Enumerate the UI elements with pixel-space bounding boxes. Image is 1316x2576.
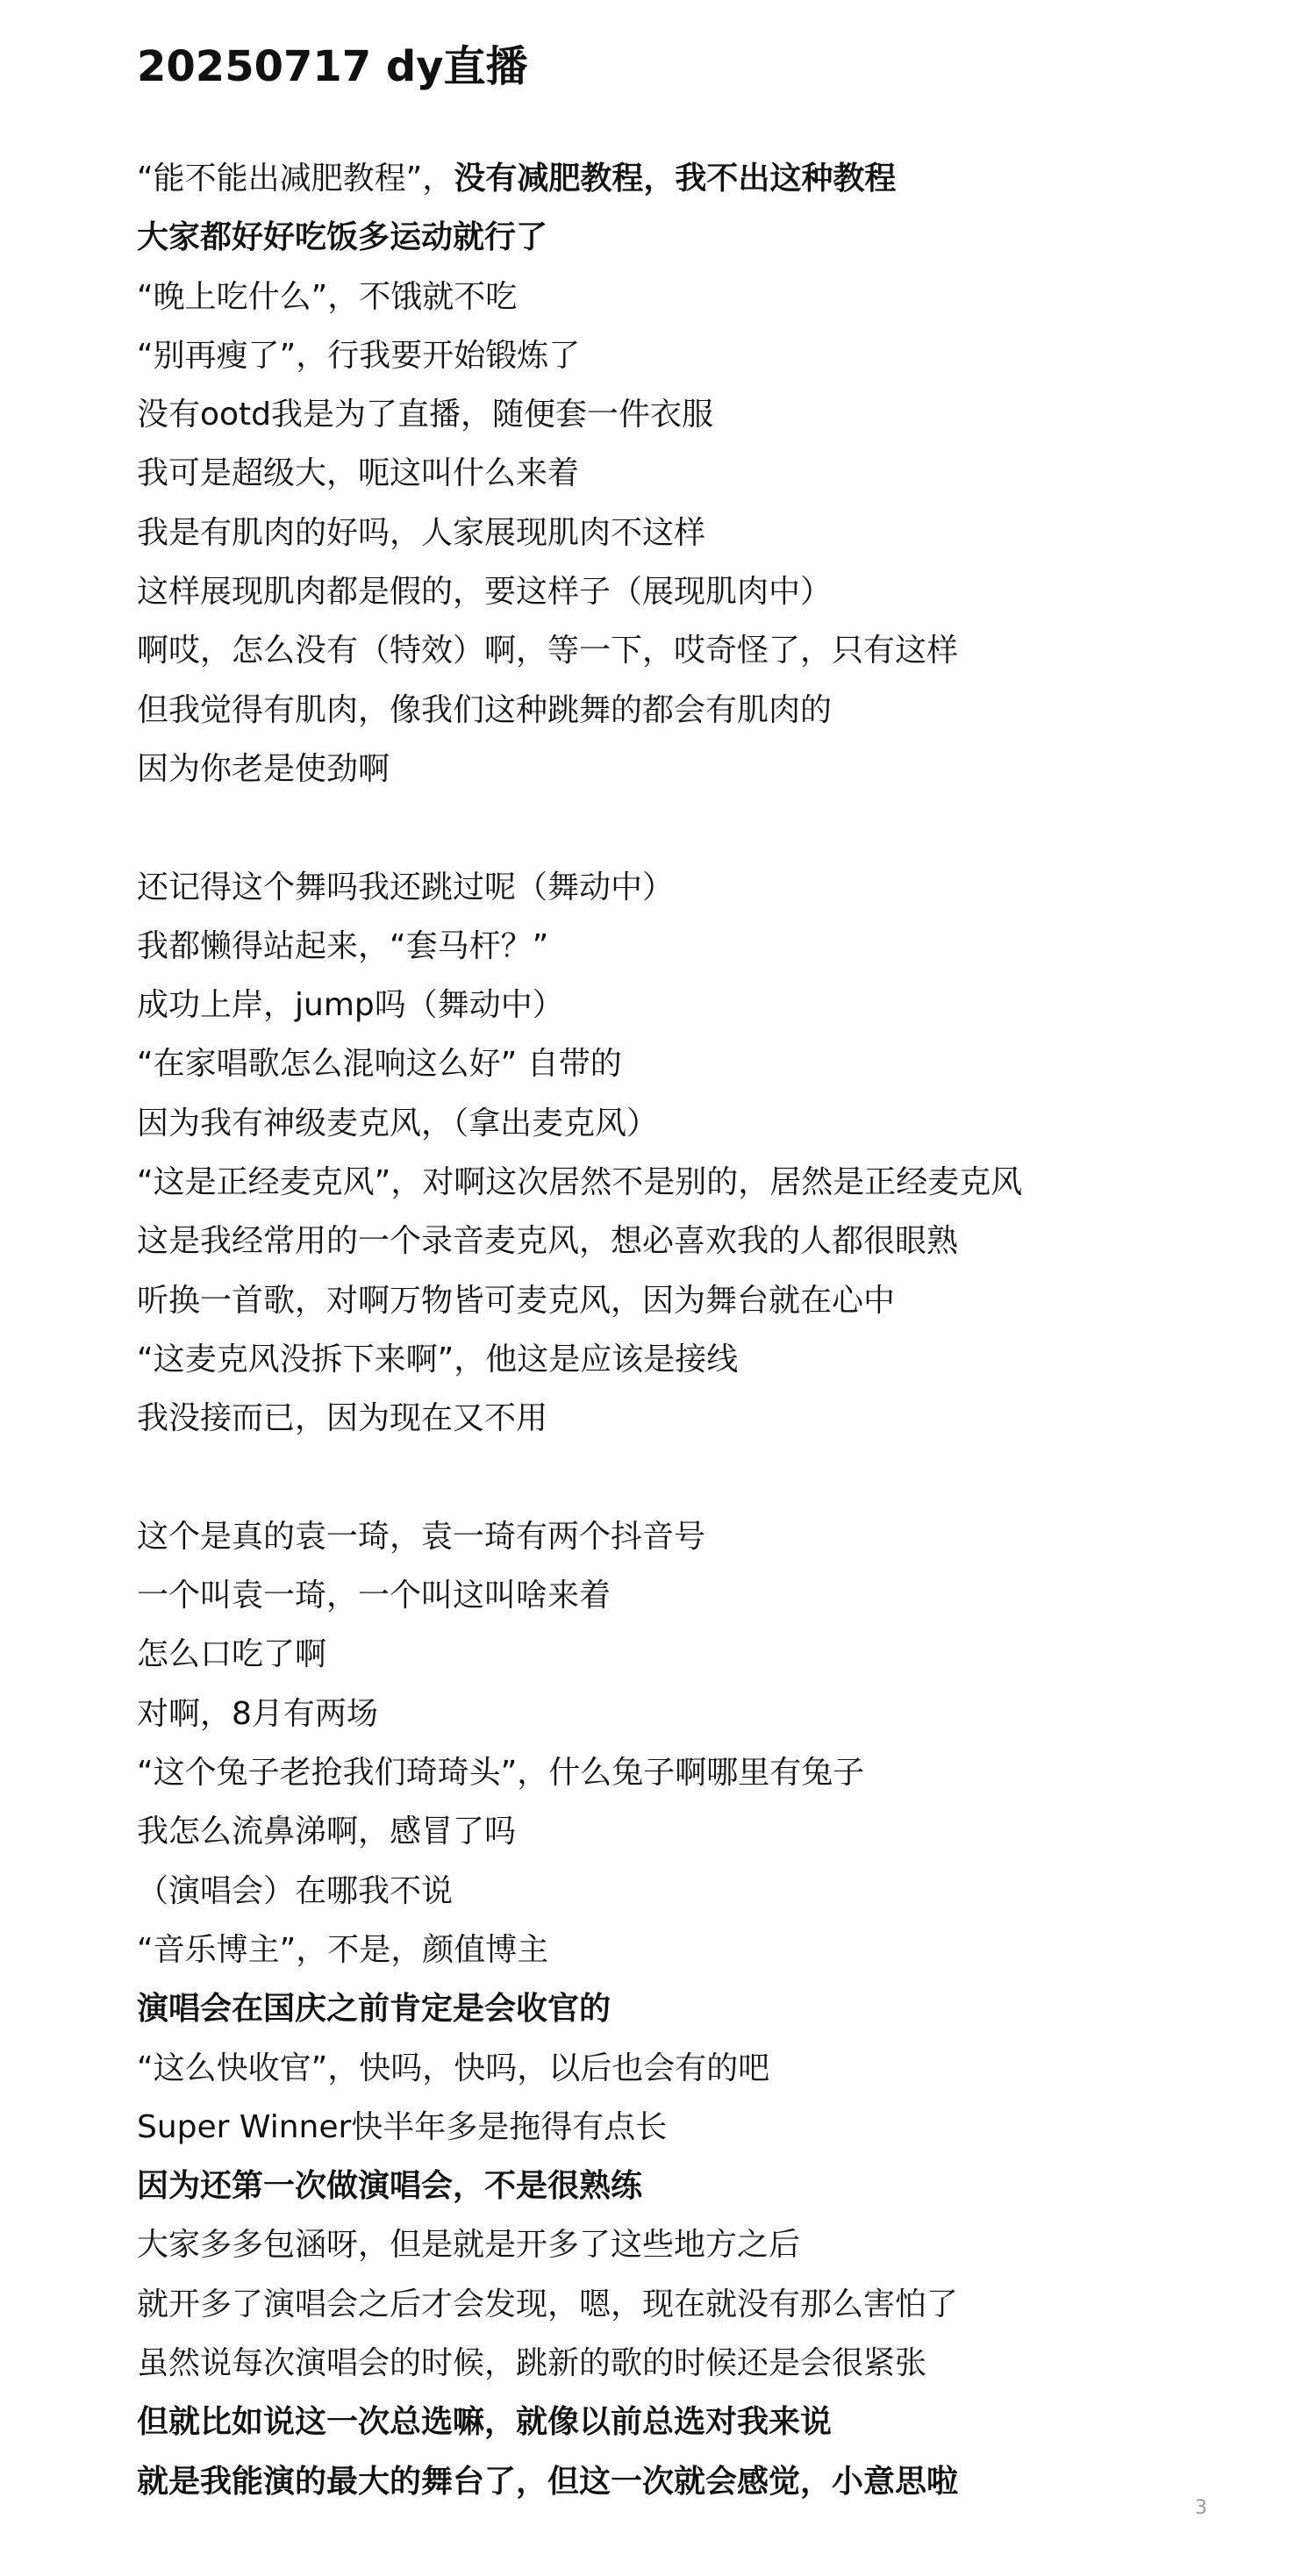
transcript-line bbox=[137, 1094, 1277, 1153]
line-text: 我怎么流鼻涕啊，感冒了吗 bbox=[137, 1814, 517, 1850]
transcript-line bbox=[137, 976, 1277, 1034]
transcript-line bbox=[137, 917, 1277, 976]
transcript-line bbox=[137, 326, 1277, 385]
line-text: 啊哎，怎么没有（特效）啊，等一下，哎奇怪了，只有这样 bbox=[137, 633, 959, 669]
line-text: “这么快收官”，快吗，快吗，以后也会有的吧 bbox=[137, 2050, 770, 2086]
line-text: Super Winner快半年多是拖得有点长 bbox=[137, 2108, 668, 2145]
transcript-line bbox=[137, 562, 1277, 621]
transcript-line bbox=[137, 1625, 1277, 1684]
transcript-line bbox=[137, 444, 1277, 503]
transcript-line bbox=[137, 2452, 1277, 2511]
transcript-line bbox=[137, 2157, 1277, 2215]
line-text: 怎么口吃了啊 bbox=[137, 1636, 327, 1673]
transcript-line bbox=[137, 1507, 1277, 1566]
line-text: 成功上岸，jump吗（舞动中） bbox=[137, 987, 564, 1024]
line-text: “这麦克风没拆下来啊”，他这是应该是接线 bbox=[137, 1341, 739, 1377]
transcript-line bbox=[137, 385, 1277, 444]
line-text: “这个兔子老抢我们琦琦头”，什么兔子啊哪里有兔子 bbox=[137, 1755, 865, 1792]
line-bold-text: 演唱会在国庆之前肯定是会收官的 bbox=[137, 1991, 612, 2028]
line-text: 一个叫袁一琦，一个叫这叫啥来着 bbox=[137, 1578, 612, 1614]
line-text: “晚上吃什么”，不饿就不吃 bbox=[137, 278, 518, 315]
transcript-line bbox=[137, 1034, 1277, 1093]
line-text: 这是我经常用的一个录音麦克风，想必喜欢我的人都很眼熟 bbox=[137, 1223, 959, 1260]
transcript-line bbox=[137, 1330, 1277, 1389]
document-title: 20250717 dy直播 bbox=[137, 42, 528, 91]
transcript-line bbox=[137, 1743, 1277, 1802]
transcript-body bbox=[137, 149, 1277, 2511]
transcript-line bbox=[137, 268, 1277, 326]
line-bold-text: 就是我能演的最大的舞台了，但这一次就会感觉，小意思啦 bbox=[137, 2463, 959, 2500]
line-text: 就开多了演唱会之后才会发现，嗯，现在就没有那么害怕了 bbox=[137, 2286, 959, 2322]
line-text: 这样展现肌肉都是假的，要这样子（展现肌肉中） bbox=[137, 574, 833, 611]
paragraph-gap bbox=[137, 1449, 1277, 1507]
line-text: “别再瘦了”，行我要开始锻炼了 bbox=[137, 337, 581, 374]
line-text: 因为我有神级麦克风，（拿出麦克风） bbox=[137, 1105, 659, 1141]
line-bold-text: 但就比如说这一次总选嘛，就像以前总选对我来说 bbox=[137, 2404, 833, 2441]
line-text: （演唱会）在哪我不说 bbox=[137, 1872, 454, 1909]
line-text: “在家唱歌怎么混响这么好” 自带的 bbox=[137, 1046, 622, 1083]
transcript-line bbox=[137, 1389, 1277, 1448]
transcript-line bbox=[137, 1862, 1277, 1921]
page-number: 3 bbox=[1195, 2497, 1207, 2519]
transcript-line bbox=[137, 2393, 1277, 2451]
transcript-line bbox=[137, 1921, 1277, 1979]
paragraph-gap bbox=[137, 798, 1277, 857]
line-text: 但我觉得有肌肉，像我们这种跳舞的都会有肌肉的 bbox=[137, 691, 833, 728]
line-text: 还记得这个舞吗我还跳过呢（舞动中） bbox=[137, 869, 675, 905]
line-text: 因为你老是使劲啊 bbox=[137, 750, 390, 787]
line-text: 没有ootd我是为了直播，随便套一件衣服 bbox=[137, 397, 714, 433]
transcript-line bbox=[137, 2334, 1277, 2393]
line-text: 听换一首歌，对啊万物皆可麦克风，因为舞台就在心中 bbox=[137, 1282, 896, 1319]
line-bold-text: 大家都好好吃饭多运动就行了 bbox=[137, 219, 548, 256]
transcript-line bbox=[137, 740, 1277, 798]
line-text: “能不能出减肥教程”， bbox=[137, 161, 454, 197]
transcript-line bbox=[137, 1979, 1277, 2038]
transcript-line bbox=[137, 1271, 1277, 1330]
transcript-line bbox=[137, 1685, 1277, 1743]
transcript-line bbox=[137, 681, 1277, 740]
transcript-line bbox=[137, 2098, 1277, 2157]
transcript-line bbox=[137, 1802, 1277, 1861]
transcript-line bbox=[137, 504, 1277, 562]
line-text: 虽然说每次演唱会的时候，跳新的歌的时候还是会很紧张 bbox=[137, 2344, 927, 2381]
line-text: 我没接而已，因为现在又不用 bbox=[137, 1400, 548, 1437]
transcript-line bbox=[137, 149, 1277, 208]
transcript-line bbox=[137, 858, 1277, 917]
line-bold-text: 没有减肥教程，我不出这种教程 bbox=[454, 161, 897, 197]
line-text: 我都懒得站起来，“套马杆？” bbox=[137, 927, 549, 964]
transcript-line bbox=[137, 1212, 1277, 1270]
line-text: 大家多多包涵呀，但是就是开多了这些地方之后 bbox=[137, 2227, 801, 2264]
line-text: “音乐博主”，不是，颜值博主 bbox=[137, 1931, 549, 1968]
line-text: “这是正经麦克风”，对啊这次居然不是别的，居然是正经麦克风 bbox=[137, 1164, 1023, 1201]
transcript-line bbox=[137, 621, 1277, 680]
transcript-line bbox=[137, 1153, 1277, 1212]
line-bold-text: 因为还第一次做演唱会，不是很熟练 bbox=[137, 2168, 643, 2205]
transcript-line bbox=[137, 2215, 1277, 2274]
line-text: 对啊，8月有两场 bbox=[137, 1695, 378, 1732]
transcript-line bbox=[137, 2039, 1277, 2098]
line-text: 我是有肌肉的好吗，人家展现肌肉不这样 bbox=[137, 514, 706, 551]
transcript-line bbox=[137, 2275, 1277, 2334]
transcript-line bbox=[137, 1566, 1277, 1625]
line-text: 我可是超级大，呃这叫什么来着 bbox=[137, 455, 580, 492]
transcript-line bbox=[137, 208, 1277, 267]
line-text: 这个是真的袁一琦，袁一琦有两个抖音号 bbox=[137, 1518, 706, 1555]
